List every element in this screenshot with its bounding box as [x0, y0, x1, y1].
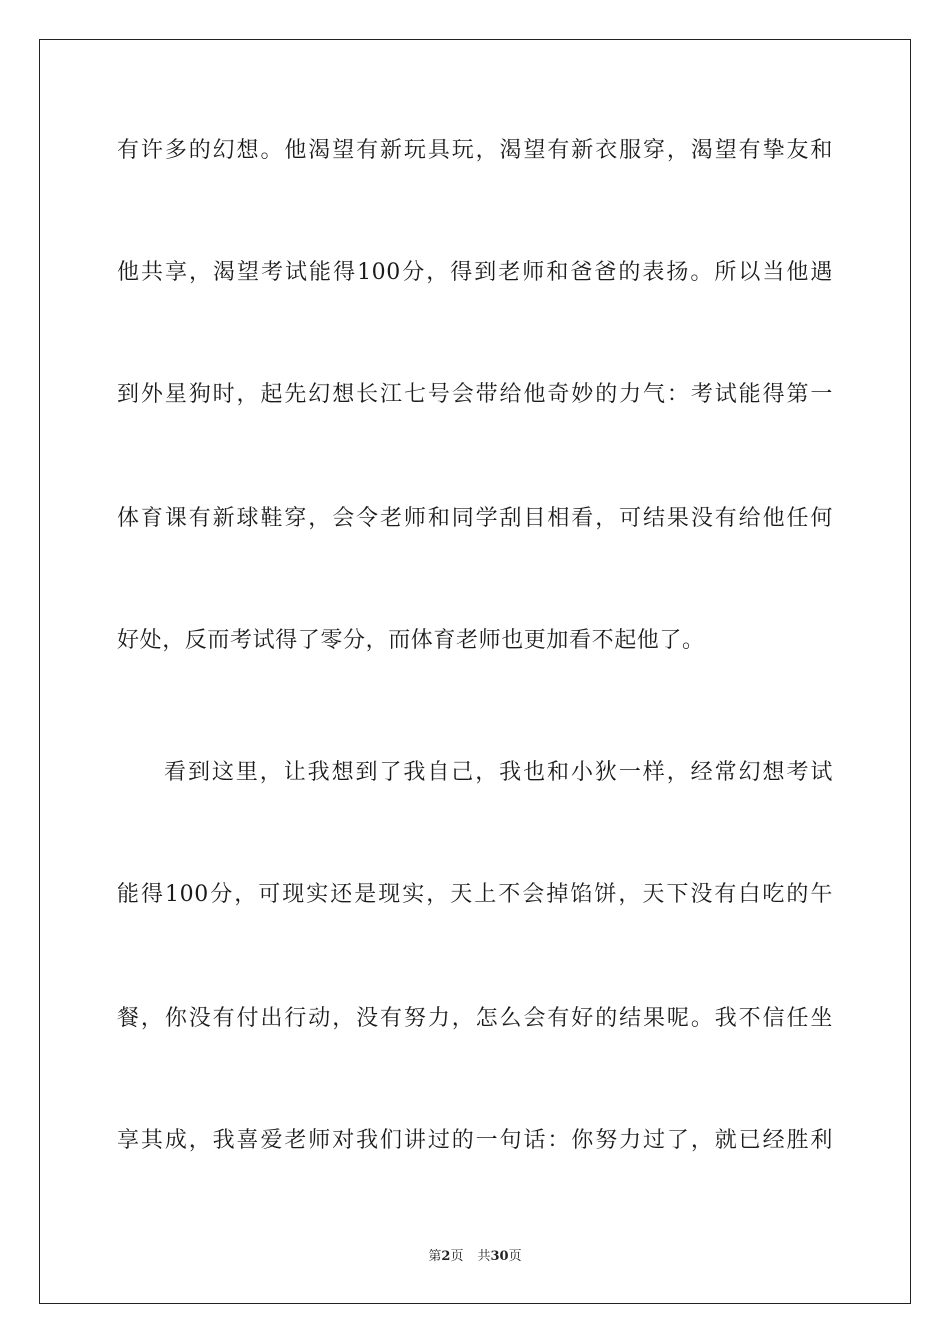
body-line-7: 能得100分，可现实还是现实，天上不会掉馅饼，天下没有白吃的午: [117, 882, 833, 907]
footer-total-suffix: 页: [508, 1249, 522, 1264]
body-line-8: 餐，你没有付出行动，没有努力，怎么会有好的结果呢。我不信任坐: [117, 1006, 833, 1031]
body-line-1: 有许多的幻想。他渴望有新玩具玩，渴望有新衣服穿，渴望有挚友和: [117, 138, 833, 163]
page-footer: [0, 1248, 950, 1266]
page-border: [39, 39, 911, 1304]
body-line-3: 到外星狗时，起先幻想长江七号会带给他奇妙的力气：考试能得第一: [117, 382, 833, 407]
body-line-5: 好处，反而考试得了零分，而体育老师也更加看不起他了。: [117, 628, 705, 653]
footer-page-suffix: 页: [450, 1249, 464, 1264]
body-line-9: 享其成，我喜爱老师对我们讲过的一句话：你努力过了，就已经胜利: [117, 1128, 833, 1153]
footer-page-number: 2: [441, 1249, 451, 1264]
body-line-6: 看到这里，让我想到了我自己，我也和小狄一样，经常幻想考试: [164, 760, 833, 785]
footer-page-prefix: 第: [428, 1249, 442, 1264]
footer-total-prefix: 共: [477, 1249, 491, 1264]
body-line-4: 体育课有新球鞋穿，会令老师和同学刮目相看，可结果没有给他任何: [117, 506, 833, 531]
body-line-2: 他共享，渴望考试能得100分，得到老师和爸爸的表扬。所以当他遇: [117, 260, 833, 285]
footer-total-pages: 30: [490, 1249, 509, 1264]
